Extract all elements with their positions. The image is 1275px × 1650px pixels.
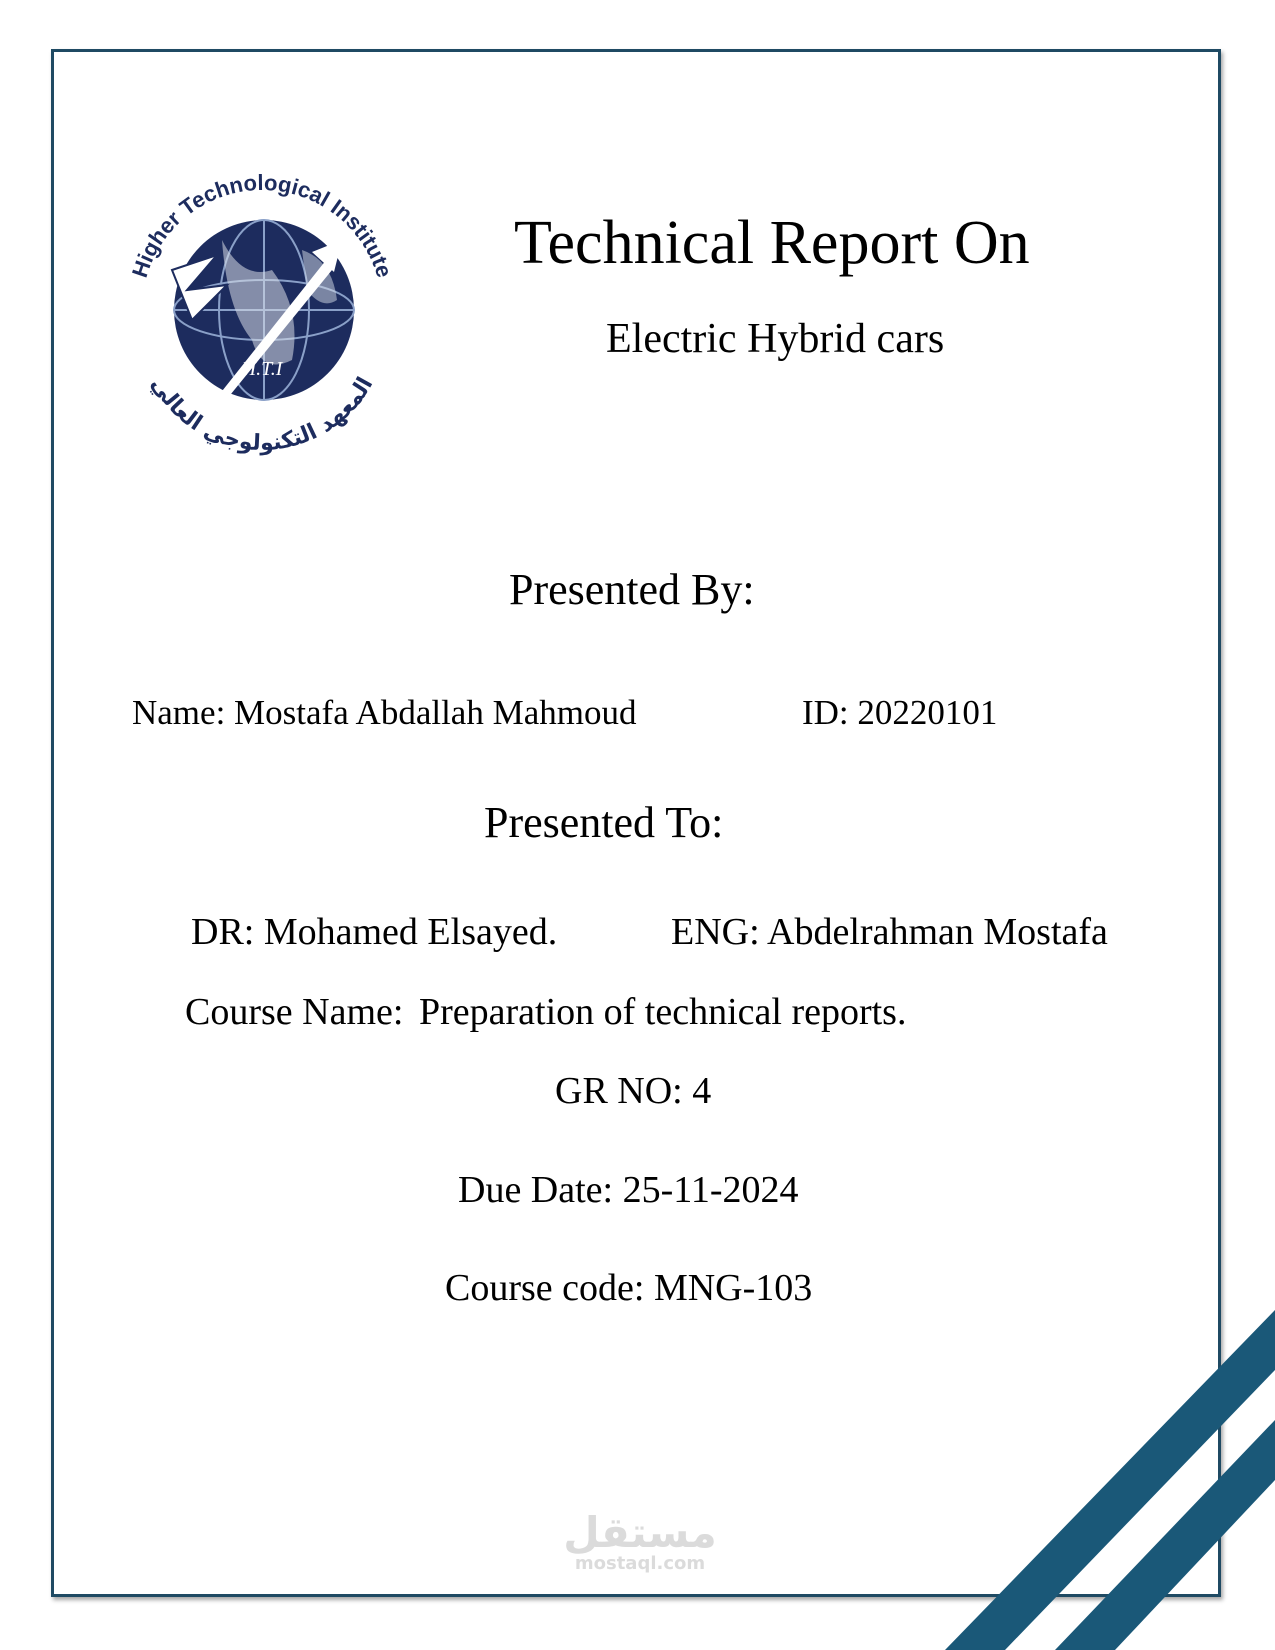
report-title: Technical Report On (514, 209, 1030, 277)
institute-logo (112, 160, 412, 460)
watermark (560, 1510, 720, 1572)
course-name-label: Course Name: (185, 991, 404, 1033)
logo-monogram: H.T.I (241, 358, 283, 380)
watermark-latin: mostaql.com (574, 1553, 706, 1574)
presented-to-heading: Presented To: (484, 798, 724, 847)
engineer-name: ENG: Abdelrahman Mostafa (671, 911, 1108, 953)
report-subtitle: Electric Hybrid cars (606, 316, 945, 362)
course-name-value: Preparation of technical reports. (419, 991, 907, 1033)
logo-ring-text-en: Higher Technological Institute (126, 169, 398, 281)
presented-by-heading: Presented By: (509, 565, 755, 614)
student-name: Name: Mostafa Abdallah Mahmoud (132, 693, 637, 732)
watermark-arabic: مستقل (563, 1508, 717, 1557)
course-code: Course code: MNG-103 (445, 1267, 813, 1309)
logo-ring-text-ar: المعهد التكنولوجي العالي (145, 372, 379, 457)
student-id: ID: 20220101 (802, 693, 998, 732)
due-date: Due Date: 25-11-2024 (458, 1169, 799, 1211)
group-number: GR NO: 4 (555, 1070, 712, 1112)
doctor-name: DR: Mohamed Elsayed. (191, 911, 558, 953)
